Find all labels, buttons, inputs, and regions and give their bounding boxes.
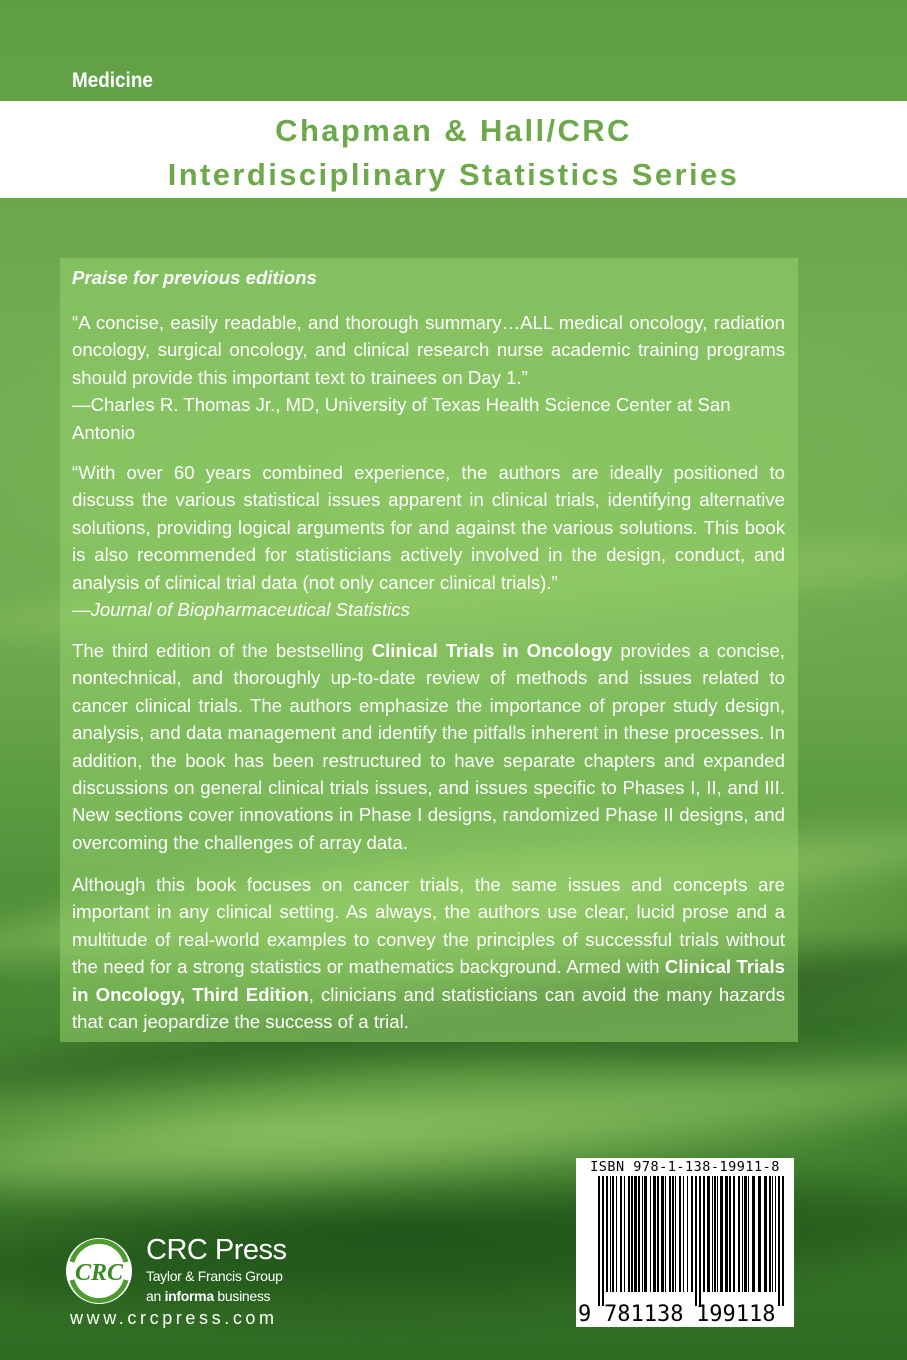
barcode-bar xyxy=(691,1176,693,1292)
isbn-label: ISBN 978-1-138-19911-8 xyxy=(590,1159,780,1175)
barcode-bar xyxy=(610,1176,611,1292)
barcode-bar xyxy=(758,1176,761,1292)
barcode-bar xyxy=(725,1176,728,1292)
barcode-bar xyxy=(699,1176,701,1306)
barcode-bar xyxy=(657,1176,659,1292)
blurb-panel xyxy=(60,258,798,1042)
barcode-bar xyxy=(778,1176,780,1306)
barcode-bar xyxy=(720,1176,723,1292)
barcode-bar xyxy=(669,1176,671,1292)
barcode-bar xyxy=(733,1176,735,1292)
barcode-bar xyxy=(634,1176,637,1292)
publisher-informa: an informa business xyxy=(146,1288,271,1304)
journal-title: Journal of Biopharmaceutical Statistics xyxy=(90,599,410,621)
barcode-bar xyxy=(653,1176,656,1292)
barcode-bar xyxy=(714,1176,716,1292)
barcode-bar xyxy=(769,1176,771,1292)
barcode-bar xyxy=(738,1176,740,1292)
barcode-bar xyxy=(707,1176,710,1292)
quote-text: “With over 60 years combined experience, the authors are ideally positioned to discuss the various statistical issues apparent in clinical trials, identifying alternative solutions, providing logical arguments for and against the various solutions. This book is also recommended for statisticians actively involved in the design, conduct, and analysis of clinical trial data (not only cancer clinical trials).” xyxy=(72,462,785,593)
barcode-bar xyxy=(620,1176,622,1292)
publisher-name: CRC Press xyxy=(146,1234,287,1266)
quote-source: —Charles R. Thomas Jr., MD, University of Texas Health Science Center at San Antonio xyxy=(72,394,731,443)
book-title-edition: Clinical Trials in Oncology, Third Edition xyxy=(72,956,785,1005)
barcode-bar xyxy=(703,1176,705,1292)
quote-source: —Journal of Biopharmaceutical Statistics xyxy=(72,599,410,621)
ean-right-digits: 199118 xyxy=(696,1302,776,1327)
book-title: Clinical Trials in Oncology xyxy=(371,640,613,661)
barcode-bar xyxy=(772,1176,773,1292)
publisher-group: Taylor & Francis Group xyxy=(146,1268,283,1284)
praise-heading: Praise for previous editions xyxy=(72,267,317,288)
isbn-barcode xyxy=(576,1158,794,1327)
barcode-bar xyxy=(644,1176,647,1292)
barcode-bar xyxy=(717,1176,718,1292)
barcode-bar xyxy=(764,1176,767,1292)
series-title-line2: Interdisciplinary Statistics Series xyxy=(167,157,740,192)
barcode-bars xyxy=(580,1176,790,1306)
barcode-bar xyxy=(679,1176,681,1292)
barcode-bar xyxy=(650,1176,651,1292)
ean-left-digits: 781138 xyxy=(604,1302,684,1327)
series-title-line1: Chapman & Hall/CRC xyxy=(275,113,632,148)
barcode-bar xyxy=(782,1176,784,1306)
barcode-bar xyxy=(683,1176,684,1292)
barcode-bar xyxy=(672,1176,674,1292)
barcode-bar xyxy=(695,1176,697,1306)
crc-logo-icon xyxy=(64,1236,134,1306)
barcode-bar xyxy=(661,1176,664,1292)
description-paragraph-2: Although this book focuses on cancer trials, the same issues and concepts are important in any clinical setting. As always, the authors use clear, lucid prose and a multitude of real-world examples to convey the principles of successful trials without the need for a strong statistics or mathematics background. Armed with Clinical Trials in Oncology, Third Edition, clinicians and statisticians can avoid the many hazards that can jeopardize the success of a trial. xyxy=(72,874,785,1033)
barcode-bar xyxy=(624,1176,625,1292)
praise-quote-1 xyxy=(72,309,785,446)
barcode-bar xyxy=(638,1176,640,1292)
svg-text:CRC: CRC xyxy=(74,1260,124,1286)
barcode-bar xyxy=(712,1176,713,1292)
quote-text: “A concise, easily readable, and thorough summary…ALL medical oncology, radiation oncology, surgical oncology, and clinical research nurse academic training programs should provide this important text to trainees on Day 1.” xyxy=(72,312,785,388)
barcode-bar xyxy=(665,1176,666,1292)
description-paragraph-1: The third edition of the bestselling Clinical Trials in Oncology provides a concise, nontechnical, and thoroughly up-to-date review of methods and issues related to cancer clinical trials. The authors emphasize the importance of proper study design, analysis, and data management and identify the pitfalls inherent in these processes. In addition, the book has been restructured to have separate chapters and expanded discussions on general clinical trials issues, and issues specific to Phases I, II, and III. New sections cover innovations in Phase I designs, randomized Phase II designs, and overcoming the challenges of array data. xyxy=(72,640,785,853)
barcode-bar xyxy=(744,1176,747,1292)
barcode-bar xyxy=(606,1176,608,1292)
barcode-bar xyxy=(748,1176,749,1292)
barcode-bar xyxy=(729,1176,731,1292)
barcode-bar xyxy=(675,1176,676,1292)
category-label: Medicine xyxy=(72,69,153,92)
barcode-bar xyxy=(752,1176,755,1292)
barcode-bar xyxy=(616,1176,617,1292)
barcode-bar xyxy=(631,1176,633,1292)
crc-logo xyxy=(64,1236,134,1311)
barcode-bar xyxy=(687,1176,688,1292)
barcode-bar xyxy=(775,1176,776,1292)
barcode-bar xyxy=(612,1176,614,1292)
series-title-band xyxy=(0,101,907,198)
ean-first-digit: 9 xyxy=(578,1302,592,1327)
publisher-url: www.crcpress.com xyxy=(70,1308,278,1328)
barcode-bar xyxy=(742,1176,743,1292)
barcode-bar xyxy=(628,1176,630,1292)
praise-quote-2 xyxy=(72,459,785,623)
barcode-bar xyxy=(642,1176,643,1292)
barcode-bar xyxy=(598,1176,600,1306)
barcode-bar xyxy=(602,1176,604,1306)
